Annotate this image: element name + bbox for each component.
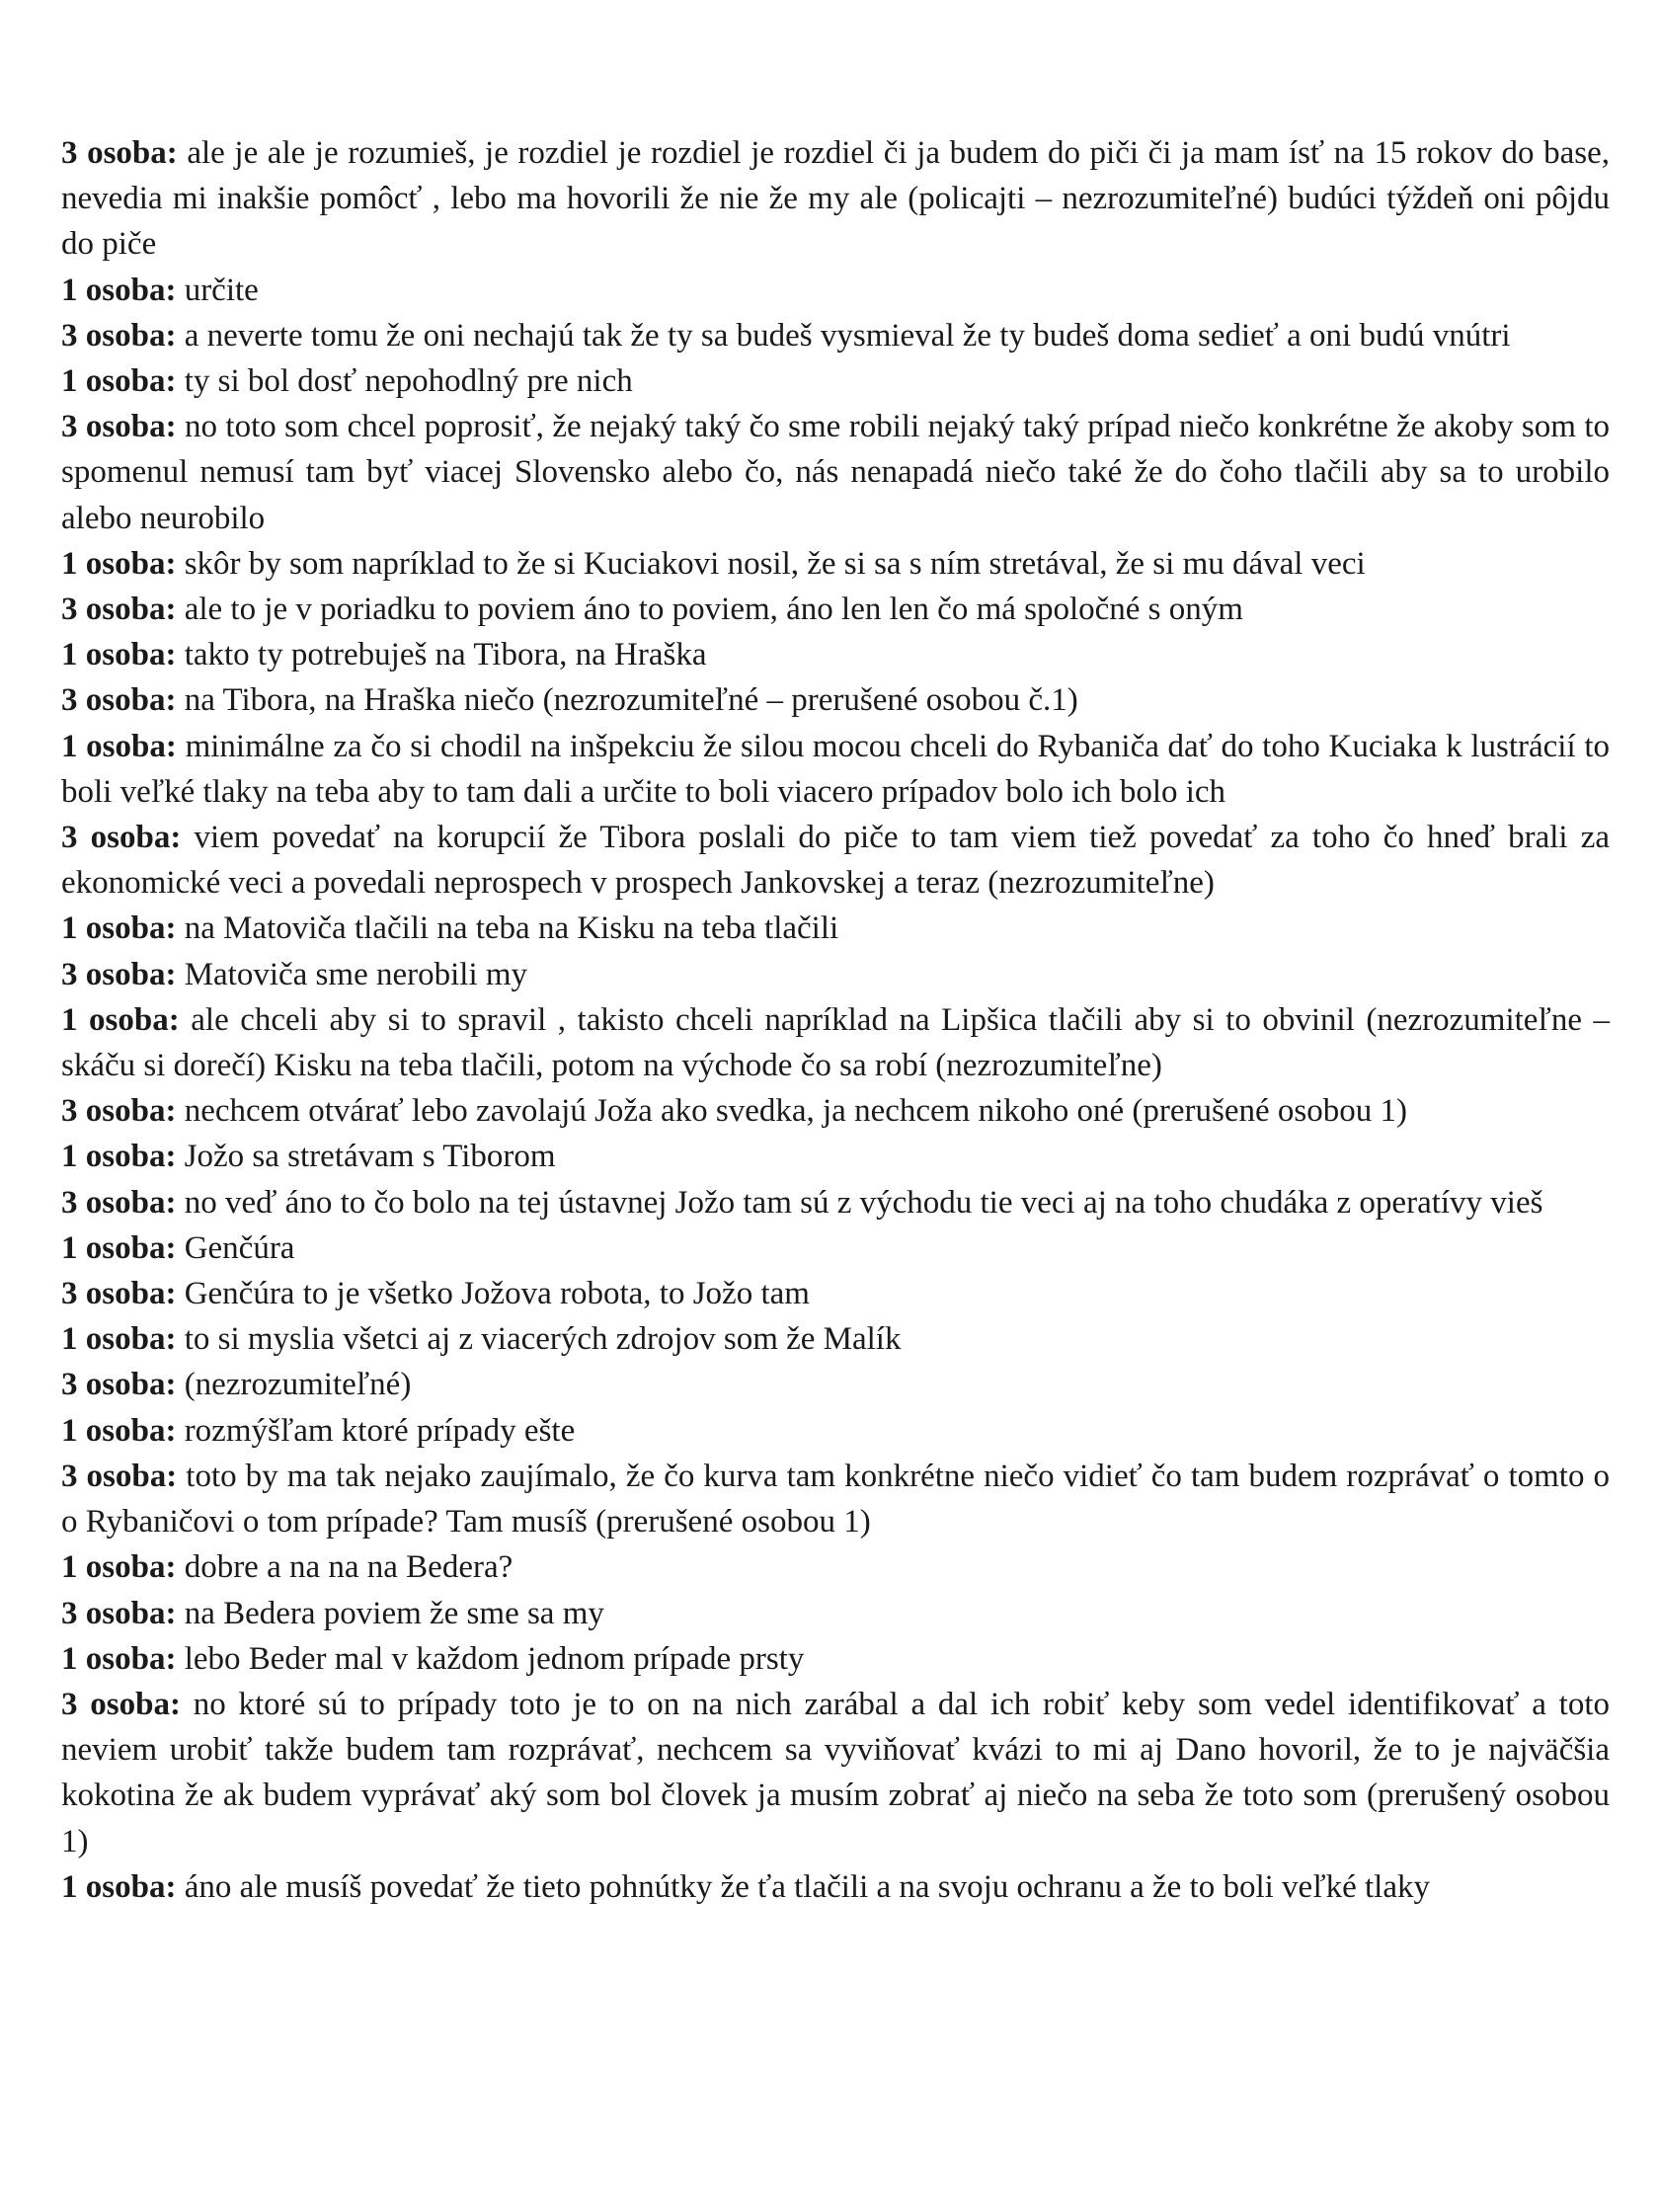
speaker-label: 3 osoba:	[61, 1093, 177, 1130]
utterance-text: nechcem otvárať lebo zavolajú Joža ako svedka, ja nechcem nikoho oné (prerušené osobou 1)	[184, 1093, 1407, 1130]
dialogue-turn	[61, 1362, 1610, 1407]
utterance-text: Matoviča sme nerobili my	[184, 956, 528, 992]
speaker-label: 1 osoba:	[61, 637, 177, 673]
dialogue-turn	[61, 404, 1610, 541]
speaker-label: 3 osoba:	[61, 409, 177, 445]
speaker-label: 1 osoba:	[61, 1229, 177, 1266]
dialogue-turn	[61, 313, 1610, 358]
dialogue-turn	[61, 1271, 1610, 1316]
utterance-text: ale chceli aby si to spravil , takisto chceli napríklad na Lipšica tlačili aby si to obvinil (nezrozumiteľne – skáču si dorečí) Kisku na teba tlačili, potom na východe čo sa robí (nezrozumiteľne)	[61, 1001, 1611, 1084]
speaker-label: 3 osoba:	[61, 1686, 181, 1722]
speaker-label: 1 osoba:	[61, 910, 177, 947]
dialogue-turn	[61, 1408, 1610, 1454]
dialogue-turn	[61, 358, 1610, 404]
utterance-text: viem povedať na korupcií že Tibora poslali do piče to tam viem tiež povedať za toho čo hneď brali za ekonomické veci a povedali neprospech v prospech Jankovskej a teraz (nezrozumiteľne)	[61, 820, 1610, 902]
dialogue-turn	[61, 952, 1610, 997]
utterance-text: (nezrozumiteľné)	[184, 1367, 412, 1403]
utterance-text: rozmýšľam ktoré prípady ešte	[184, 1412, 576, 1449]
dialogue-turn	[61, 1544, 1610, 1590]
transcript-page	[61, 130, 1610, 1910]
speaker-label: 1 osoba:	[61, 1001, 180, 1038]
utterance-text: takto ty potrebuješ na Tibora, na Hraška	[184, 637, 707, 673]
speaker-label: 3 osoba:	[61, 1367, 177, 1403]
speaker-label: 1 osoba:	[61, 1549, 177, 1586]
utterance-text: dobre a na na na Bedera?	[184, 1549, 514, 1586]
dialogue-turn	[61, 1134, 1610, 1179]
speaker-label: 1 osoba:	[61, 728, 177, 764]
dialogue-turn	[61, 677, 1610, 723]
speaker-label: 3 osoba:	[61, 1276, 177, 1312]
dialogue-turn	[61, 1591, 1610, 1636]
dialogue-turn	[61, 724, 1610, 815]
dialogue-turn	[61, 1180, 1610, 1225]
utterance-text: na Tibora, na Hraška niečo (nezrozumiteľné – prerušené osobou č.1)	[184, 682, 1078, 719]
speaker-label: 1 osoba:	[61, 272, 177, 308]
speaker-label: 3 osoba:	[61, 682, 177, 719]
utterance-text: Jožo sa stretávam s Tiborom	[184, 1139, 556, 1175]
dialogue-turn	[61, 268, 1610, 313]
dialogue-turn	[61, 130, 1610, 268]
utterance-text: na Matoviča tlačili na teba na Kisku na teba tlačili	[184, 910, 839, 947]
dialogue-turn	[61, 1454, 1610, 1544]
utterance-text: ty si bol dosť nepohodlný pre nich	[184, 363, 633, 400]
speaker-label: 3 osoba:	[61, 820, 182, 856]
utterance-text: lebo Beder mal v každom jednom prípade prsty	[184, 1640, 805, 1677]
speaker-label: 1 osoba:	[61, 1640, 177, 1677]
utterance-text: skôr by som napríklad to že si Kuciakovi nosil, že si sa s ním stretával, že si mu dával veci	[184, 545, 1366, 582]
utterance-text: a neverte tomu že oni nechajú tak že ty sa budeš vysmieval že ty budeš doma sedieť a oni budú vnútri	[184, 317, 1511, 354]
speaker-label: 1 osoba:	[61, 1868, 177, 1905]
utterance-text: no veď áno to čo bolo na tej ústavnej Jožo tam sú z východu tie veci aj na toho chudáka z operatívy vieš	[184, 1184, 1543, 1221]
speaker-label: 3 osoba:	[61, 956, 177, 992]
utterance-text: to si myslia všetci aj z viacerých zdrojov som že Malík	[184, 1321, 902, 1358]
dialogue-turn	[61, 1316, 1610, 1362]
utterance-text: Genčúra	[184, 1229, 295, 1266]
utterance-text: no toto som chcel poprosiť, že nejaký taký čo sme robili nejaký taký prípad niečo konkrétne že akoby som to spomenul nemusí tam byť viacej Slovensko alebo čo, nás nenapadá niečo také že do čoho tlačili aby sa to urobilo alebo neurobilo	[61, 409, 1610, 536]
dialogue-turn	[61, 815, 1610, 906]
speaker-label: 3 osoba:	[61, 1184, 177, 1221]
speaker-label: 1 osoba:	[61, 1321, 177, 1358]
utterance-text: áno ale musíš povedať že tieto pohnútky že ťa tlačili a na svoju ochranu a že to boli veľké tlaky	[184, 1868, 1430, 1905]
speaker-label: 1 osoba:	[61, 1412, 177, 1449]
utterance-text: ale to je v poriadku to poviem áno to poviem, áno len len čo má spoločné s oným	[184, 592, 1243, 628]
dialogue-turn	[61, 587, 1610, 632]
speaker-label: 1 osoba:	[61, 363, 177, 400]
utterance-text: ale je ale je rozumieš, je rozdiel je rozdiel je rozdiel či ja budem do piči či ja mam ísť na 15 rokov do base, nevedia mi inakšie pomôcť , lebo ma hovorili že nie že my ale (policajti – nezrozumiteľné) budúci týždeň oni pôjdu do piče	[61, 135, 1611, 263]
speaker-label: 3 osoba:	[61, 135, 178, 171]
dialogue-turn	[61, 1225, 1610, 1271]
utterance-text: Genčúra to je všetko Jožova robota, to Jožo tam	[184, 1276, 810, 1312]
speaker-label: 1 osoba:	[61, 545, 177, 582]
speaker-label: 3 osoba:	[61, 592, 177, 628]
dialogue-turn	[61, 1864, 1610, 1910]
utterance-text: no ktoré sú to prípady toto je to on na nich zarábal a dal ich robiť keby som vedel identifikovať a toto neviem urobiť takže budem tam rozprávať, nechcem sa vyviňovať kvázi to mi aj Dano hovoril, že to je najväčšia kokotina že ak budem vyprávať aký som bol človek ja musím zobrať aj niečo na seba že toto som (prerušený osobou 1)	[61, 1686, 1611, 1859]
speaker-label: 3 osoba:	[61, 317, 177, 354]
utterance-text: minimálne za čo si chodil na inšpekciu že silou mocou chceli do Rybaniča dať do toho Kuciaka k lustrácií to boli veľké tlaky na teba aby to tam dali a určite to boli viacero prípadov bolo ich bolo ich	[61, 728, 1610, 810]
dialogue-turn	[61, 1636, 1610, 1682]
dialogue-turn	[61, 1088, 1610, 1134]
speaker-label: 1 osoba:	[61, 1139, 177, 1175]
dialogue-turn	[61, 997, 1610, 1088]
utterance-text: toto by ma tak nejako zaujímalo, že čo kurva tam konkrétne niečo vidieť čo tam budem rozprávať o tomto o o Rybaničovi o tom prípade? Tam musíš (prerušené osobou 1)	[61, 1458, 1610, 1540]
speaker-label: 3 osoba:	[61, 1458, 178, 1494]
dialogue-turn	[61, 541, 1610, 587]
dialogue-turn	[61, 632, 1610, 677]
dialogue-turn	[61, 1682, 1610, 1864]
speaker-label: 3 osoba:	[61, 1595, 177, 1631]
utterance-text: určite	[184, 272, 259, 308]
dialogue-turn	[61, 906, 1610, 951]
utterance-text: na Bedera poviem že sme sa my	[184, 1595, 604, 1631]
